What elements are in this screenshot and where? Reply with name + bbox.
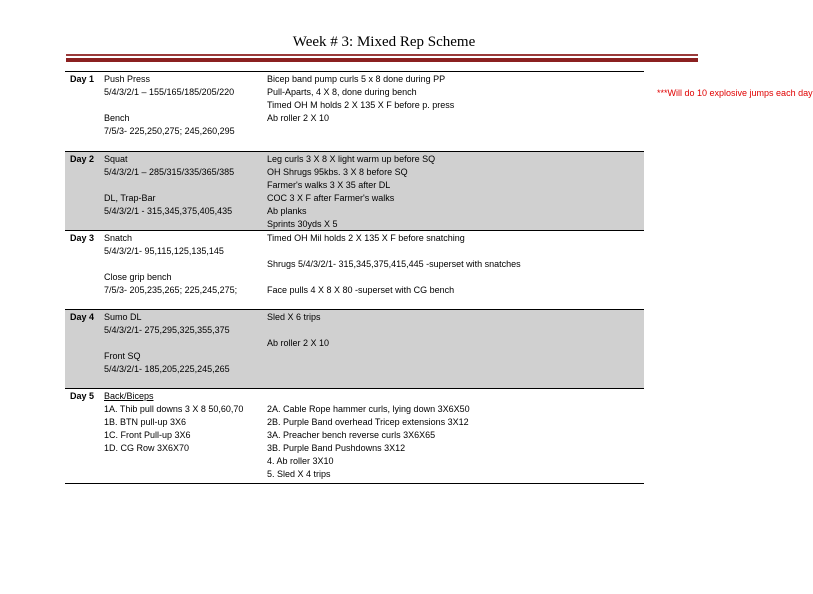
day-accessories bbox=[267, 232, 642, 297]
day-main-lifts bbox=[104, 390, 264, 455]
accessory-line: Shrugs 5/4/3/2/1- 315,345,375,415,445 -superset with snatches bbox=[267, 259, 521, 269]
lift-line bbox=[104, 99, 264, 112]
lift-line: 7/5/3- 205,235,265; 225,245,275; bbox=[104, 285, 238, 295]
page-title: Week # 3: Mixed Rep Scheme bbox=[292, 34, 476, 50]
accessory-line: Leg curls 3 X 8 X light warm up before SQ bbox=[267, 154, 436, 164]
lift-line: DL, Trap-Bar bbox=[104, 193, 156, 203]
accessory-line: 5. Sled X 4 trips bbox=[267, 469, 331, 479]
table-bottom-rule bbox=[65, 483, 644, 484]
accessory-line bbox=[267, 390, 642, 403]
lift-line: 5/4/3/2/1 – 285/315/335/365/385 bbox=[104, 167, 235, 177]
lift-line: Squat bbox=[104, 154, 128, 164]
lift-line bbox=[104, 337, 264, 350]
lift-line: 1B. BTN pull-up 3X6 bbox=[104, 417, 187, 427]
lift-line: Sumo DL bbox=[104, 312, 142, 322]
accessory-line: Sprints 30yds X 5 bbox=[267, 219, 338, 229]
accessory-line: Bicep band pump curls 5 x 8 done during PP bbox=[267, 74, 446, 84]
workout-table bbox=[65, 71, 813, 485]
day-label: Day 3 bbox=[70, 233, 95, 243]
accessory-line bbox=[267, 271, 642, 284]
accessory-line: Face pulls 4 X 8 X 80 -superset with CG bench bbox=[267, 285, 455, 295]
lift-line: Close grip bench bbox=[104, 272, 172, 282]
lift-line: Snatch bbox=[104, 233, 133, 243]
lift-line: Push Press bbox=[104, 74, 151, 84]
accessory-line: 2B. Purple Band overhead Tricep extensions 3X12 bbox=[267, 417, 469, 427]
lift-line: 1C. Front Pull-up 3X6 bbox=[104, 430, 191, 440]
day-row-4 bbox=[65, 309, 644, 388]
lift-line bbox=[104, 258, 264, 271]
accessory-line bbox=[267, 324, 642, 337]
day-row-5 bbox=[65, 388, 644, 485]
day-main-lifts bbox=[104, 153, 264, 218]
accessory-line: 2A. Cable Rope hammer curls, lying down 3X6X50 bbox=[267, 404, 470, 414]
day-label: Day 1 bbox=[70, 74, 95, 84]
lift-line: 5/4/3/2/1- 275,295,325,355,375 bbox=[104, 325, 230, 335]
lift-line: 5/4/3/2/1 – 155/165/185/205/220 bbox=[104, 87, 235, 97]
accessory-line: 4. Ab roller 3X10 bbox=[267, 456, 334, 466]
accessory-line: Ab roller 2 X 10 bbox=[267, 338, 330, 348]
explosive-jumps-note: ***Will do 10 explosive jumps each day bbox=[657, 88, 813, 98]
title-rule-thick bbox=[66, 58, 698, 62]
accessory-line: Ab planks bbox=[267, 206, 307, 216]
day-accessories bbox=[267, 311, 642, 350]
accessory-line: Ab roller 2 X 10 bbox=[267, 113, 330, 123]
day-main-lifts bbox=[104, 232, 264, 297]
accessory-line: Timed OH M holds 2 X 135 X F before p. press bbox=[267, 100, 455, 110]
day-main-lifts bbox=[104, 311, 264, 376]
lift-line: 1A. Thib pull downs 3 X 8 50,60,70 bbox=[104, 404, 244, 414]
lift-line: Bench bbox=[104, 113, 130, 123]
accessory-line: Pull-Aparts, 4 X 8, done during bench bbox=[267, 87, 417, 97]
day-accessories bbox=[267, 390, 642, 481]
day-row-3 bbox=[65, 230, 644, 309]
accessory-line: 3A. Preacher bench reverse curls 3X6X65 bbox=[267, 430, 436, 440]
lift-line bbox=[104, 179, 264, 192]
day-label: Day 5 bbox=[70, 391, 95, 401]
day-row-1 bbox=[65, 71, 813, 151]
accessory-line: Farmer's walks 3 X 35 after DL bbox=[267, 180, 391, 190]
accessory-line: Timed OH Mil holds 2 X 135 X F before snatching bbox=[267, 233, 465, 243]
lift-line: 5/4/3/2/1- 95,115,125,135,145 bbox=[104, 246, 224, 256]
day-row-2 bbox=[65, 151, 644, 230]
lift-line: 7/5/3- 225,250,275; 245,260,295 bbox=[104, 126, 235, 136]
lift-line: 5/4/3/2/1 - 315,345,375,405,435 bbox=[104, 206, 233, 216]
accessory-line: OH Shrugs 95kbs. 3 X 8 before SQ bbox=[267, 167, 408, 177]
day-label: Day 4 bbox=[70, 312, 95, 322]
accessory-line: 3B. Purple Band Pushdowns 3X12 bbox=[267, 443, 406, 453]
accessory-line bbox=[267, 245, 642, 258]
section-heading: Back/Biceps bbox=[104, 391, 154, 401]
day-label: Day 2 bbox=[70, 154, 95, 164]
accessory-line: COC 3 X F after Farmer's walks bbox=[267, 193, 395, 203]
lift-line: 1D. CG Row 3X6X70 bbox=[104, 443, 190, 453]
day-main-lifts bbox=[104, 73, 264, 138]
day-accessories bbox=[267, 73, 813, 125]
lift-line: Front SQ bbox=[104, 351, 141, 361]
lift-line: 5/4/3/2/1- 185,205,225,245,265 bbox=[104, 364, 230, 374]
title-rule-thin bbox=[66, 54, 698, 56]
accessory-line: Sled X 6 trips bbox=[267, 312, 321, 322]
day-accessories bbox=[267, 153, 642, 231]
